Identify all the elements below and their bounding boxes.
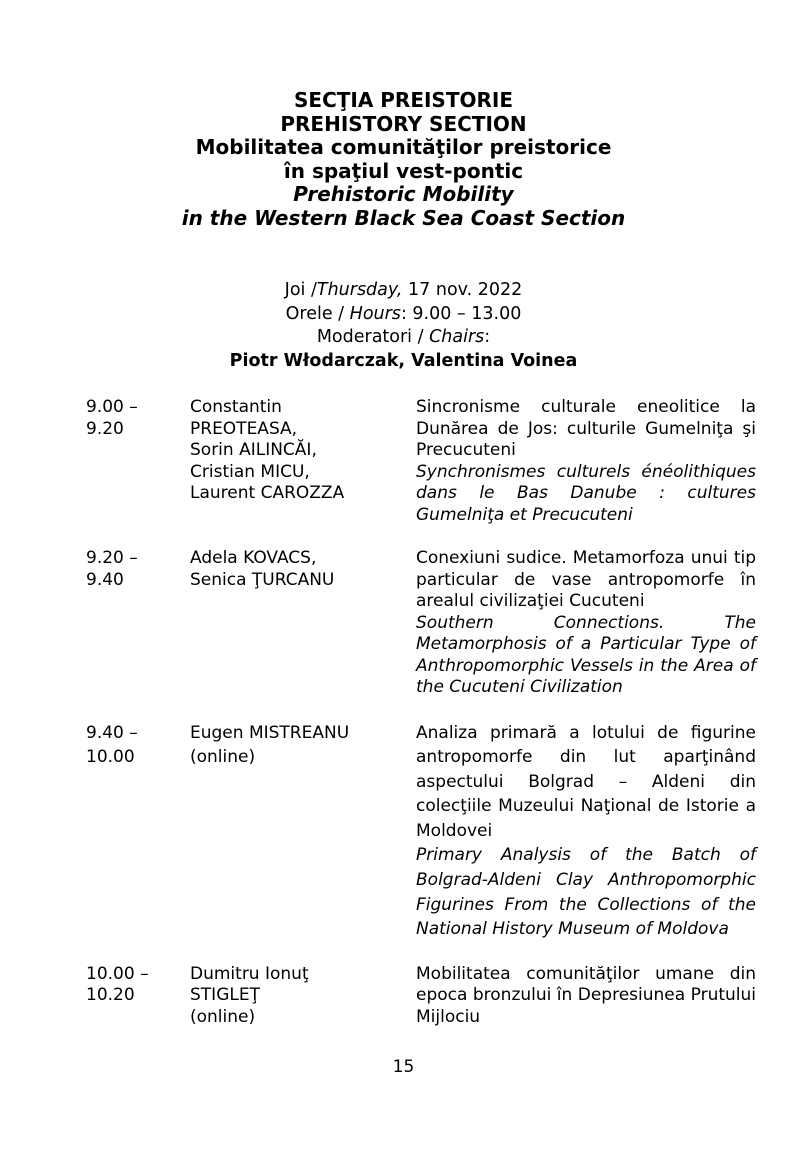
section-header <box>0 89 807 230</box>
program-entry <box>86 548 756 699</box>
entry-authors: Dumitru Ionuţ STIGLEŢ (online) <box>190 963 309 1027</box>
session-chairs-label: Moderatori / Chairs: <box>316 327 491 347</box>
entry-time: 10.00 – 10.20 <box>86 963 149 1006</box>
section-theme-ro-line2: în spaţiul vest-pontic <box>283 158 524 183</box>
section-title-en: PREHISTORY SECTION <box>280 111 527 136</box>
entry-titles <box>416 548 756 699</box>
section-title-ro: SECŢIA PREISTORIE <box>294 88 513 112</box>
entry-authors: Eugen MISTREANU (online) <box>190 722 350 768</box>
section-theme-en-line1: Prehistoric Mobility <box>293 182 514 206</box>
entry-title-en: Southern Connections. The Metamorphosis of a Particular Type of Anthropomorphic Vessels in the Area of the Cucuteni Civilization <box>416 612 756 697</box>
entry-titles <box>416 964 756 1029</box>
entry-authors: Adela KOVACS, Senica ŢURCANU <box>190 548 335 590</box>
session-hours: Orele / Hours: 9.00 – 13.00 <box>285 303 522 324</box>
program-entry <box>86 964 756 1029</box>
entry-titles <box>416 721 756 942</box>
session-date: Joi /Thursday, 17 nov. 2022 <box>284 280 523 300</box>
entry-title-ro: Sincronisme culturale eneolitice la Dunărea de Jos: culturile Gumelniţa şi Precucuteni <box>416 397 756 460</box>
session-meta <box>0 279 807 373</box>
section-theme-en-line2: in the Western Black Sea Coast Section <box>181 205 626 230</box>
program-list <box>86 397 756 1050</box>
program-entry <box>86 397 756 526</box>
entry-time: 9.40 – 10.00 <box>86 722 138 768</box>
section-theme-ro-line1: Mobilitatea comunităţilor preistorice <box>195 135 612 159</box>
entry-authors: Constantin PREOTEASA, Sorin AILINCĂI, Cristian MICU, Laurent CAROZZA <box>190 397 345 503</box>
entry-title-ro: Analiza primară a lotului de figurine antropomorfe din lut aparţinând aspectului Bolgrad – Aldeni din colecţiile Muzeului Naţional de Istorie a Moldovei <box>416 722 756 841</box>
entry-title-en: Synchronismes culturels énéolithiques dans le Bas Danube : cultures Gumelniţa et Precucuteni <box>416 461 756 525</box>
session-chairs-names: Piotr Włodarczak, Valentina Voinea <box>229 350 578 371</box>
entry-time: 9.20 – 9.40 <box>86 548 138 590</box>
page-number: 15 <box>392 1057 415 1077</box>
entry-title-ro: Mobilitatea comunităţilor umane din epoca bronzului în Depresiunea Prutului Mijlociu <box>416 963 756 1027</box>
entry-title-en: Primary Analysis of the Batch of Bolgrad-Aldeni Clay Anthropomorphic Figurines From the Collections of the National History Museum of Moldova <box>416 845 756 940</box>
entry-title-ro: Conexiuni sudice. Metamorfoza unui tip particular de vase antropomorfe în arealul civilizaţiei Cucuteni <box>416 548 756 611</box>
entry-time: 9.00 – 9.20 <box>86 397 138 439</box>
entry-titles <box>416 397 756 526</box>
program-entry <box>86 721 756 942</box>
